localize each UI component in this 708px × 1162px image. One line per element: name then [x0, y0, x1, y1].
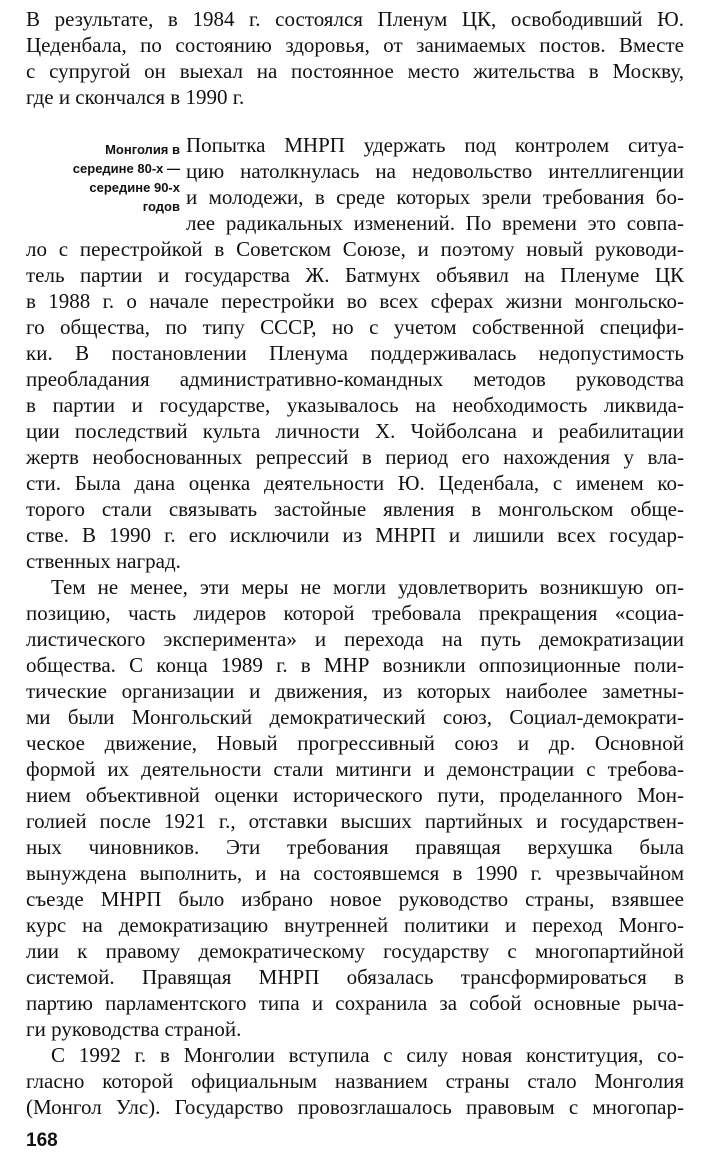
text-line: лее радикальных изменений. По времени это совпа-: [186, 211, 684, 235]
text-line: общества. С конца 1989 г. в МНР возникли оппозиционные поли-: [26, 653, 684, 677]
text-line: (Монгол Улс). Государство провозглашалось правовым с многопар-: [26, 1095, 684, 1119]
text-line: торого стали связывать застойные явления в монгольском обще-: [26, 497, 684, 521]
text-line: Цеденбала, по состоянию здоровья, от занимаемых постов. Вместе: [26, 33, 684, 57]
text-line: ло с перестройкой в Советском Союзе, и поэтому новый руководи-: [26, 237, 684, 261]
text-line: с супругой он выехал на постоянное место жительства в Москву,: [26, 59, 684, 83]
text-line: цию натолкнулась на недовольство интеллигенции: [186, 159, 684, 183]
margin-heading: [22, 140, 180, 216]
text-line: вынуждена выполнить, и на состоявшемся в 1990 г. чрезвычайном: [26, 861, 684, 885]
text-line: и молодежи, в среде которых зрели требования бо-: [186, 185, 684, 209]
text-line: позицию, часть лидеров которой требовала прекращения «социа-: [26, 601, 684, 625]
text-line: лии к правому демократическому государству с многопартийной: [26, 939, 684, 963]
text-line: курс на демократизацию внутренней политики и переход Монго-: [26, 913, 684, 937]
margin-heading-line: середине 90-х: [89, 180, 180, 195]
text-line: сти. Была дана оценка деятельности Ю. Цеденбала, с именем ко-: [26, 471, 684, 495]
text-line: ги руководства страной.: [26, 1017, 242, 1041]
text-line: тель партии и государства Ж. Батмунх объявил на Пленуме ЦК: [26, 263, 684, 287]
text-line: го общества, по типу СССР, но с учетом собственной специфи-: [26, 315, 684, 339]
text-line: партию парламентского типа и сохранила за собой основные рыча-: [26, 991, 684, 1015]
text-line: ки. В постановлении Пленума поддерживалась недопустимость: [26, 341, 684, 365]
text-line: гласно которой официальным названием страны стало Монголия: [26, 1069, 684, 1093]
text-line: нием объективной оценки исторического пути, проделанного Мон-: [26, 783, 684, 807]
text-line: тические организации и движения, из которых наиболее заметны-: [26, 679, 684, 703]
text-line: в партии и государстве, указывалось на необходимость ликвида-: [26, 393, 684, 417]
text-line: ми были Монгольский демократический союз, Социал-демократи-: [26, 705, 684, 729]
margin-heading-line: середине 80-х —: [72, 161, 180, 176]
margin-heading-line: годов: [142, 199, 180, 214]
text-line: где и скончался в 1990 г.: [26, 85, 245, 109]
text-line: преобладания административно-командных методов руководства: [26, 367, 684, 391]
text-line: В результате, в 1984 г. состоялся Пленум ЦК, освободивший Ю.: [26, 7, 684, 31]
text-line: ственных наград.: [26, 549, 181, 573]
text-line: Попытка МНРП удержать под контролем ситуа-: [186, 133, 684, 157]
margin-heading-line: Монголия в: [105, 142, 180, 157]
page-number: 168: [26, 1130, 58, 1151]
text-line: С 1992 г. в Монголии вступила с силу новая конституция, со-: [51, 1043, 684, 1067]
text-line: стве. В 1990 г. его исключили из МНРП и лишили всех государ-: [26, 523, 684, 547]
text-line: ных чиновников. Эти требования правящая верхушка была: [26, 835, 684, 859]
text-line: формой их деятельности стали митинги и демонстрации с требова-: [26, 757, 684, 781]
text-line: системой. Правящая МНРП обязалась трансформироваться в: [26, 965, 684, 989]
text-line: ции последствий культа личности Х. Чойболсана и реабилитации: [26, 419, 684, 443]
text-line: листического эксперимента» и перехода на путь демократизации: [26, 627, 684, 651]
text-line: ческое движение, Новый прогрессивный союз и др. Основной: [26, 731, 684, 755]
text-line: Тем не менее, эти меры не могли удовлетворить возникшую оп-: [51, 575, 684, 599]
text-line: жертв необоснованных репрессий в период его нахождения у вла-: [26, 445, 684, 469]
text-line: съезде МНРП было избрано новое руководство страны, взявшее: [26, 887, 684, 911]
text-line: голией после 1921 г., отставки высших партийных и государствен-: [26, 809, 684, 833]
text-line: в 1988 г. о начале перестройки во всех сферах жизни монгольско-: [26, 289, 684, 313]
